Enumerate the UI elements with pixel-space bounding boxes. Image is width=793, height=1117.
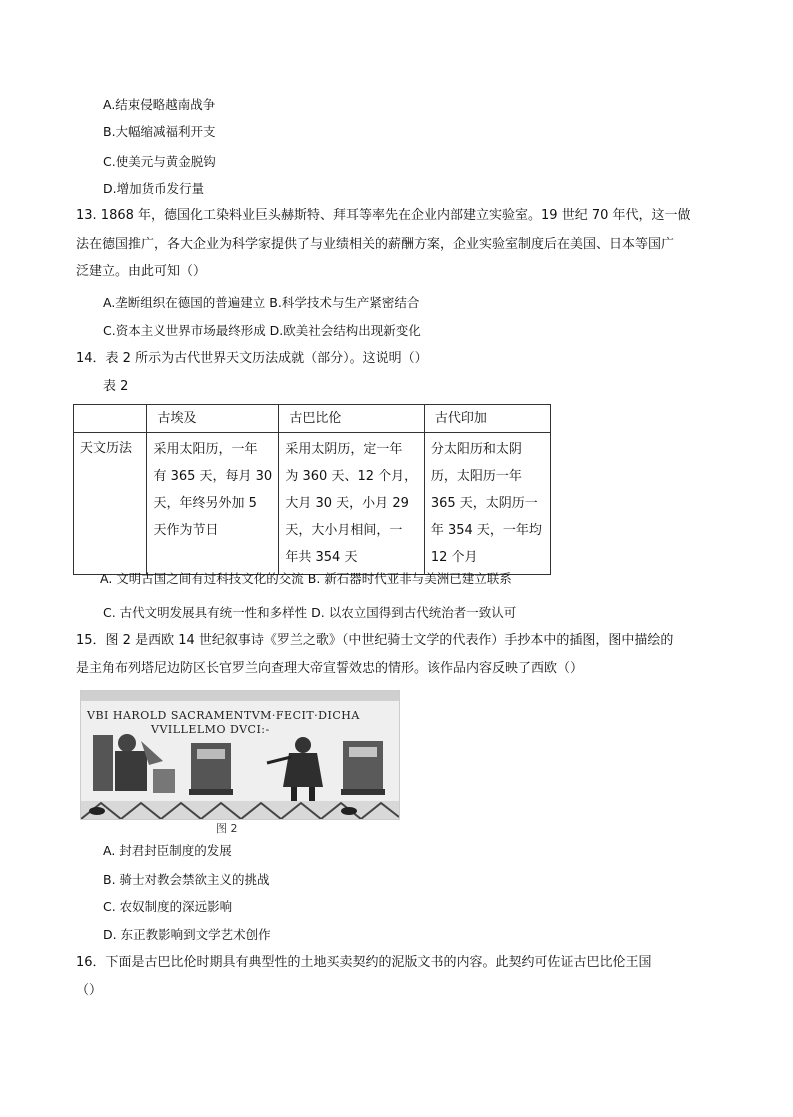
cell-line: 采用太阳历，一年 — [153, 442, 258, 457]
q13-stem-line-3: 泛建立。由此可知（） — [76, 264, 207, 279]
q12-option-d: D.增加货币发行量 — [103, 181, 205, 196]
table-caption: 表 2 — [103, 379, 129, 394]
table-header-egypt: 古埃及 — [147, 405, 279, 433]
q16-stem-line-1: 16．下面是古巴比伦时期具有典型性的土地买卖契约的泥版文书的内容。此契约可佐证古巴比伦王国 — [76, 955, 652, 970]
table-header-row — [74, 405, 551, 433]
table-cell-babylon — [279, 433, 424, 575]
cell-line: 有 365 天，每月 30 — [153, 469, 273, 484]
cell-line: 365 天，太阴历一 — [430, 496, 538, 511]
q13-stem-line-2: 法在德国推广，各大企业为科学家提供了与业绩相关的薪酬方案，企业实验室制度后在美国、日本等国广 — [76, 237, 675, 252]
q15-stem-line-1: 15．图 2 是西欧 14 世纪叙事诗《罗兰之歌》（中世纪骑士文学的代表作）手抄本中的插图，图中描绘的 — [76, 633, 674, 648]
q12-option-a: A.结束侵略越南战争 — [103, 97, 216, 112]
cell-line: 年共 354 天 — [285, 550, 358, 565]
table-row — [74, 433, 551, 575]
q16-stem-line-2: （） — [76, 983, 103, 998]
q13-stem-line-1: 13. 1868 年，德国化工染料业巨头赫斯特、拜耳等率先在企业内部建立实验室。19 世纪 70 年代，这一做 — [76, 208, 691, 223]
astronomy-calendar-table — [73, 404, 551, 575]
cell-line: 历，太阳历一年 — [430, 469, 522, 484]
tapestry-inscription-2: VVILLELMO DVCI:- — [151, 723, 270, 736]
q14-stem: 14．表 2 所示为古代世界天文历法成就（部分）。这说明（） — [76, 351, 428, 366]
table-header-babylon: 古巴比伦 — [279, 405, 424, 433]
q14-options-cd: C. 古代文明发展具有统一性和多样性 D. 以农立国得到古代统治者一致认可 — [103, 605, 517, 620]
cell-line: 天作为节日 — [153, 523, 219, 538]
cell-line: 分太阳历和太阴 — [430, 442, 522, 457]
q15-option-b: B. 骑士对教会禁欲主义的挑战 — [103, 872, 270, 887]
cell-line: 为 360 天、12 个月， — [285, 469, 418, 484]
cell-line: 大月 30 天，小月 29 — [285, 496, 409, 511]
table-cell-egypt — [147, 433, 279, 575]
table-cell-inca — [424, 433, 550, 575]
figure-caption: 图 2 — [216, 822, 238, 835]
table-row-label: 天文历法 — [74, 433, 147, 575]
tapestry-image — [81, 691, 399, 819]
q12-option-c: C.使美元与黄金脱钩 — [103, 154, 216, 169]
q13-options-ab: A.垄断组织在德国的普遍建立 B.科学技术与生产紧密结合 — [103, 295, 420, 310]
cell-line: 采用太阴历，定一年 — [285, 442, 403, 457]
cell-line: 12 个月 — [430, 550, 478, 565]
cell-line: 年 354 天，一年均 — [430, 523, 542, 538]
q15-stem-line-2: 是主角布列塔尼边防区长官罗兰向查理大帝宣誓效忠的情形。该作品内容反映了西欧（） — [76, 661, 584, 676]
tapestry-inscription-1: VBI HAROLD SACRAMENTVM·FECIT·DICHA — [87, 709, 360, 722]
tapestry-illustration — [80, 690, 400, 820]
cell-line: 天，大小月相间，一 — [285, 523, 403, 538]
q13-options-cd: C.资本主义世界市场最终形成 D.欧美社会结构出现新变化 — [103, 323, 421, 338]
q15-option-a: A. 封君封臣制度的发展 — [103, 843, 232, 858]
table-header-inca: 古代印加 — [424, 405, 550, 433]
q15-option-d: D. 东正教影响到文学艺术创作 — [103, 927, 271, 942]
table-header-empty — [74, 405, 147, 433]
cell-line: 天，年终另外加 5 — [153, 496, 257, 511]
q15-option-c: C. 农奴制度的深远影响 — [103, 899, 233, 914]
q12-option-b: B.大幅缩减福利开支 — [103, 124, 216, 139]
q14-options-ab: A. 文明古国之间有过科技文化的交流 B. 新石器时代亚非与美洲已建立联系 — [100, 571, 512, 586]
